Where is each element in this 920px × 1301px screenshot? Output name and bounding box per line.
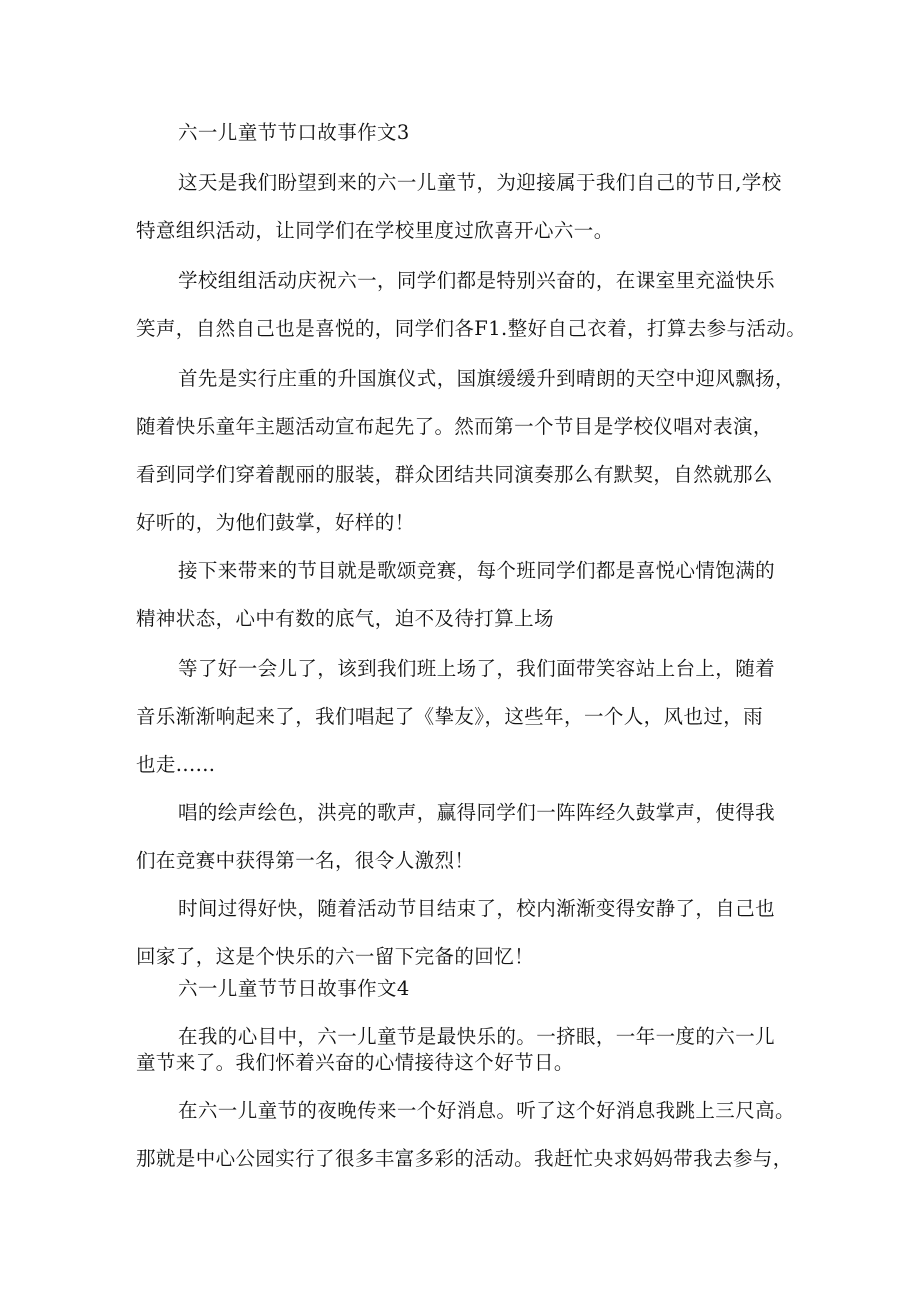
- paragraph-line: 学校组组活动庆祝六一，同学们都是特别兴奋的，在课室里充溢快乐: [178, 269, 776, 292]
- section-title: 六一儿童节节口故事作文3: [178, 121, 410, 144]
- paragraph-line: 等了好一会儿了，该到我们班上场了，我们面带笑容站上台上，随着: [178, 657, 776, 680]
- paragraph-line: 唱的绘声绘色，洪亮的歌声，赢得同学们一阵阵经久鼓掌声，使得我: [178, 801, 776, 824]
- paragraph-line: 精神状态，心中有数的底气，迫不及待打算上场: [136, 607, 554, 630]
- paragraph-line: 这天是我们盼望到来的六一儿童节，为迎接属于我们自己的节日,学校: [178, 171, 782, 194]
- paragraph-line: 也走......: [136, 753, 216, 776]
- paragraph-line: 音乐渐渐响起来了，我们唱起了《挚友》，这些年，一个人，风也过，雨: [136, 705, 764, 728]
- paragraph-line: 那就是中心公园实行了很多丰富多彩的活动。我赶忙央求妈妈带我去参与，: [136, 1147, 793, 1170]
- paragraph-line: 童节来了。我们怀着兴奋的心情接待这个好节日。: [136, 1051, 574, 1074]
- paragraph-line: 首先是实行庄重的升国旗仪式，国旗缓缓升到晴朗的天空中迎风飘扬，: [178, 367, 795, 390]
- paragraph-line: 笑声，自然自己也是喜悦的，同学们各F1.整好自己衣着，打算去参与活动。: [136, 317, 807, 340]
- paragraph-line: 特意组织活动，让同学们在学校里度过欣喜开心六一。: [136, 219, 614, 242]
- paragraph-line: 在我的心目中，六一儿童节是最快乐的。一挤眼，一年一度的六一儿: [178, 1025, 776, 1048]
- paragraph-line: 好听的，为他们鼓掌，好样的！: [136, 511, 415, 534]
- paragraph-line: 时间过得好快，随着活动节目结束了，校内渐渐变得安静了，自己也: [178, 897, 776, 920]
- paragraph-line: 随着快乐童年主题活动宣布起先了。然而第一个节目是学校仪唱对表演，: [136, 415, 773, 438]
- paragraph-line: 们在竞赛中获得第一名，很令人激烈！: [136, 849, 475, 872]
- paragraph-line: 看到同学们穿着靓丽的服装，群众团结共同演奏那么有默契，自然就那么: [136, 463, 773, 486]
- section-title: 六一儿童节节日故事作文4: [178, 977, 410, 1000]
- paragraph-line: 接下来带来的节目就是歌颂竞赛，每个班同学们都是喜悦心情饱满的: [178, 559, 776, 582]
- paragraph-line: 在六一儿童节的夜晚传来一个好消息。听了这个好消息我跳上三尺高。: [178, 1099, 795, 1122]
- paragraph-line: 回家了，这是个快乐的六一留下完备的回忆！: [136, 945, 535, 968]
